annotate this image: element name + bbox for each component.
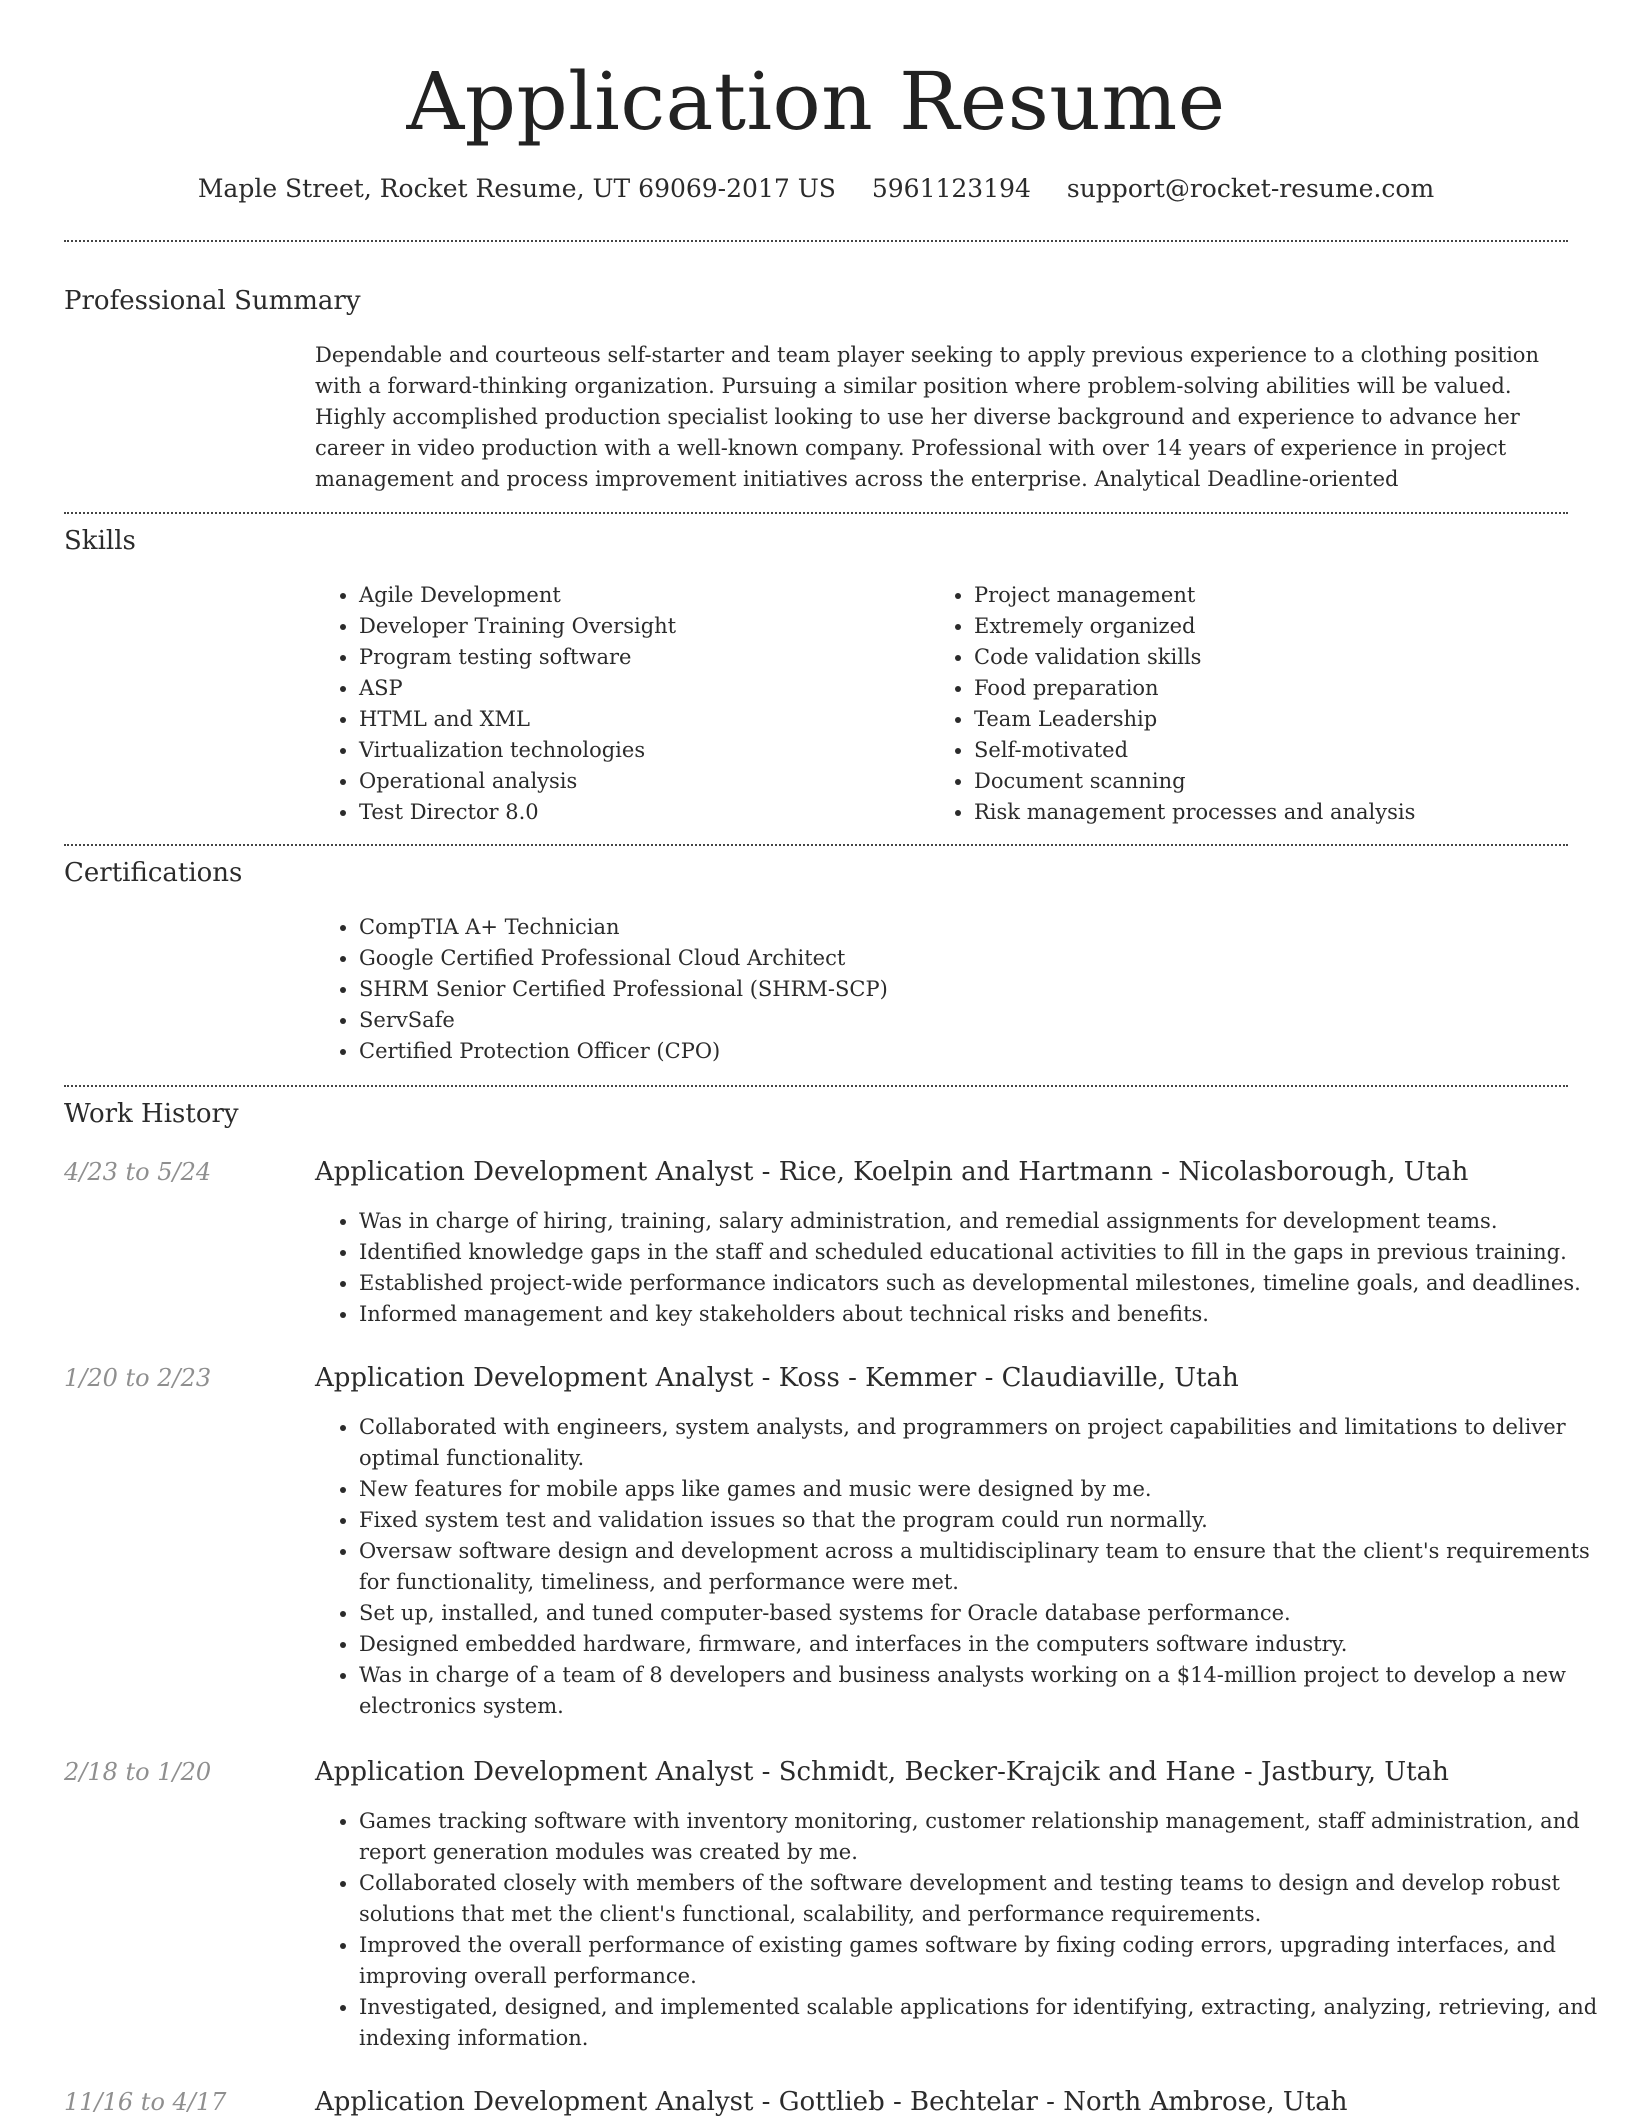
job-bullet: • Designed embedded hardware, firmware, and interfaces in the computers software industry. [359,1629,1609,1660]
skill-item: • Risk management processes and analysis [974,797,1594,828]
skill-item: • Project management [974,580,1594,611]
skill-item: • Food preparation [974,673,1594,704]
job-dates: 11/16 to 4/17 [64,2088,227,2116]
certification-item: • Certified Protection Officer (CPO) [359,1036,1559,1067]
certifications-list [315,912,1559,1067]
job-bullet: • Oversaw software design and development across a multidisciplinary team to ensure that the client's requirements for functionality, timeliness, and performance were met. [359,1536,1609,1598]
contact-line [0,172,1632,206]
skill-item: • Document scanning [974,766,1594,797]
job-dates: 4/23 to 5/24 [64,1158,212,1186]
job-bullet: • Collaborated closely with members of the software development and testing teams to design and develop robust solutions that met the client's functional, scalability, and performance requirements. [359,1868,1609,1930]
contact-phone: 5961123194 [871,174,1031,203]
summary-heading: Professional Summary [64,286,361,316]
skill-item: • Developer Training Oversight [359,611,919,642]
skill-item: • Program testing software [359,642,919,673]
skills-list-right [930,580,1594,828]
job-title: Application Development Analyst - Koss - Kemmer - Claudiaville, Utah [315,1363,1239,1393]
job-bullet: • Informed management and key stakeholders about technical risks and benefits. [359,1299,1609,1330]
job-bullet: • Collaborated with engineers, system analysts, and programmers on project capabilities and limitations to deliver optimal functionality. [359,1412,1609,1474]
skill-item: • Virtualization technologies [359,735,919,766]
contact-address: Maple Street, Rocket Resume, UT 69069-2017 US [197,174,836,203]
skill-item: • Test Director 8.0 [359,797,919,828]
job-title: Application Development Analyst - Rice, Koelpin and Hartmann - Nicolasborough, Utah [315,1157,1469,1187]
resume-title: Application Resume [406,55,1226,148]
job-dates: 1/20 to 2/23 [64,1364,212,1392]
skills-divider [64,844,1568,846]
summary-divider [64,512,1568,514]
skill-item: • Operational analysis [359,766,919,797]
header-divider [64,240,1568,242]
certification-item: • ServSafe [359,1005,1559,1036]
job-bullet: • Identified knowledge gaps in the staff and scheduled educational activities to fill in the gaps in previous training. [359,1237,1609,1268]
job-bullet: • Established project-wide performance indicators such as developmental milestones, timeline goals, and deadlines. [359,1268,1609,1299]
skills-list-left [315,580,919,828]
job-bullet: • Improved the overall performance of existing games software by fixing coding errors, upgrading interfaces, and improving overall performance. [359,1930,1609,1992]
job-bullets [315,1206,1609,1330]
certification-item: • CompTIA A+ Technician [359,912,1559,943]
certification-item: • SHRM Senior Certified Professional (SHRM-SCP) [359,974,1559,1005]
job-bullet: • Set up, installed, and tuned computer-based systems for Oracle database performance. [359,1598,1609,1629]
certifications-divider [64,1085,1568,1087]
skill-item: • Self-motivated [974,735,1594,766]
job-bullet: • Was in charge of a team of 8 developers and business analysts working on a $14-million project to develop a new electronics system. [359,1660,1609,1722]
skill-item: • Code validation skills [974,642,1594,673]
job-title: Application Development Analyst - Schmidt, Becker-Krajcik and Hane - Jastbury, Utah [315,1757,1449,1787]
skill-item: • Extremely organized [974,611,1594,642]
job-bullet: • Investigated, designed, and implemented scalable applications for identifying, extracting, analyzing, retrieving, and indexing information. [359,1992,1609,2054]
job-bullet: • Fixed system test and validation issues so that the program could run normally. [359,1505,1609,1536]
contact-email: support@rocket-resume.com [1066,174,1435,203]
job-bullets [315,1412,1609,1722]
skill-item: • HTML and XML [359,704,919,735]
skill-item: • ASP [359,673,919,704]
certification-item: • Google Certified Professional Cloud Architect [359,943,1559,974]
job-bullets [315,1806,1609,2054]
certifications-heading: Certifications [64,858,243,888]
skill-item: • Agile Development [359,580,919,611]
job-dates: 2/18 to 1/20 [64,1758,212,1786]
work-history-heading: Work History [64,1099,239,1129]
job-bullet: • New features for mobile apps like games and music were designed by me. [359,1474,1609,1505]
skill-item: • Team Leadership [974,704,1594,735]
summary-text: Dependable and courteous self-starter and team player seeking to apply previous experience to a clothing position with a forward-thinking organization. Pursuing a similar position where problem-solving abilities will be valued. Highly accomplished production specialist looking to use her diverse background and experience to advance her career in video production with a well-known company. Professional with over 14 years of experience in project management and process improvement initiatives across the enterprise. Analytical Deadline-oriented [315,343,1539,491]
skills-heading: Skills [64,526,136,556]
job-bullet: • Games tracking software with inventory monitoring, customer relationship management, staff administration, and report generation modules was created by me. [359,1806,1609,1868]
job-bullet: • Was in charge of hiring, training, salary administration, and remedial assignments for development teams. [359,1206,1609,1237]
job-title: Application Development Analyst - Gottlieb - Bechtelar - North Ambrose, Utah [315,2087,1348,2117]
